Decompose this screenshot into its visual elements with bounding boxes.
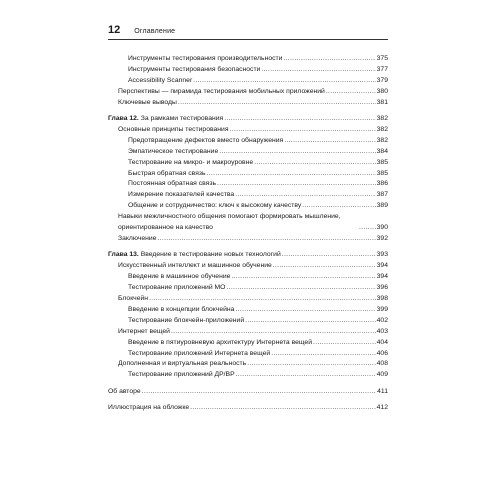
toc-entry [108,98,388,109]
toc-entry-text: Тестирование приложений МО [128,284,226,292]
toc-entry-title [118,125,229,136]
toc-entry-title [118,98,177,109]
toc-entry-title [128,272,230,283]
toc-entry-title [128,316,244,327]
toc-entry-title [128,169,206,180]
toc-page-number: 385 [376,169,388,177]
toc-entry [108,190,388,201]
dot-leader [283,54,375,65]
toc-entry-text: Введение в пятиуровневую архитектуру Интернета вещей [128,338,313,346]
toc-entry-title [128,54,282,65]
dot-leader [226,283,375,294]
toc-page-number: 392 [376,235,388,242]
toc-entry-text: Ключевые выводы [118,98,177,106]
toc-entry [108,403,388,414]
toc-page-number: 412 [376,404,388,412]
dot-leader [313,338,376,349]
toc-page-number: 386 [376,180,388,188]
toc-entry-title [128,201,301,212]
dot-leader [193,76,375,87]
toc-entry-text: Навыки межличностного общения помогают формировать мышление, ориентированное на качество [118,213,341,232]
toc-entry-text: Перспективы — пирамида тестирования мобильных приложений [118,87,325,95]
table-of-contents [108,54,388,414]
toc-entry-title [118,359,246,370]
toc-page-number: 384 [376,147,388,155]
dot-leader [217,179,376,190]
dot-leader [190,403,375,414]
toc-page-number: 399 [376,305,388,313]
dot-leader [282,250,376,261]
toc-page-number: 406 [376,349,388,357]
toc-entry [108,272,388,283]
toc-page-number: 404 [376,338,388,346]
dot-leader [158,234,376,245]
toc-entry-text: Предотвращение дефектов вместо обнаружения [128,136,284,144]
toc-page-number: 389 [376,202,388,210]
toc-entry-title [108,250,281,261]
toc-page-number: 381 [376,98,388,106]
toc-entry-text: Общение и сотрудничество: ключ к высокому качеству [128,202,302,210]
dot-leader [302,201,375,212]
toc-entry-title [118,261,272,272]
toc-entry [108,201,388,212]
toc-entry [108,234,388,245]
toc-entry-text: Тестирование на микро- и макроуровне [128,158,254,166]
toc-entry-text: Об авторе [108,387,141,395]
toc-entry-title [128,158,253,169]
toc-entry-text: Искусственный интеллект и машинное обучение [118,262,272,270]
toc-entry-title [108,403,189,414]
toc-entry-title [118,87,325,98]
toc-page-number: 375 [376,55,388,62]
toc-entry-text: Постоянная обратная связь [128,180,216,188]
toc-entry [108,327,388,338]
dot-leader [142,387,376,398]
toc-entry [108,261,388,272]
toc-entry [108,65,388,76]
toc-entry-text: Введение в концепции блокчейна [128,305,235,313]
dot-leader [273,261,376,272]
toc-entry [108,179,388,190]
toc-entry [108,76,388,87]
dot-leader [207,169,376,180]
toc-entry-text: Тестирование приложений ДР/ВР [128,371,235,379]
toc-entry-title [128,305,234,316]
dot-leader [171,327,376,338]
toc-entry-title [128,147,218,158]
toc-entry [108,387,388,398]
toc-entry-title [118,212,358,234]
toc-entry-title [128,136,283,147]
toc-entry-text: Заключение [118,235,157,242]
toc-entry-text: Введение в тестирование новых технологий [140,251,281,259]
dot-leader [231,272,375,283]
dot-leader [149,294,376,305]
dot-leader [326,87,376,98]
toc-entry [108,54,388,65]
toc-page-number: 398 [376,295,388,303]
toc-page-number: 394 [376,273,388,281]
toc-entry-text: Дополненная и виртуальная реальность [118,360,247,368]
toc-entry [108,305,388,316]
toc-page-number: 382 [376,115,388,123]
toc-entry [108,169,388,180]
toc-page-number: 408 [376,360,388,368]
toc-entry-text: Основные принципы тестирования [118,125,229,133]
toc-page-number: 393 [376,251,388,259]
dot-leader [284,136,375,147]
dot-leader [359,223,376,234]
toc-entry-title [118,294,148,305]
toc-entry-title [128,370,235,381]
toc-page-number: 382 [376,125,388,133]
toc-entry [108,370,388,381]
toc-page-number: 402 [376,316,388,324]
toc-entry-title [118,234,157,245]
toc-page-number: 379 [376,76,388,84]
page-number: 12 [108,24,121,36]
dot-leader [261,65,375,76]
toc-entry-title [128,338,312,349]
toc-entry [108,294,388,305]
dot-leader [236,370,376,381]
toc-entry [108,136,388,147]
toc-entry [108,125,388,136]
toc-entry [108,250,388,261]
dot-leader [254,158,376,169]
toc-page-number: 387 [376,191,388,199]
dot-leader [245,316,376,327]
toc-entry-text: Быстрая обратная связь [128,169,206,177]
toc-entry [108,283,388,294]
toc-page-number: 380 [376,87,388,95]
toc-page-number: 385 [376,158,388,166]
toc-entry [108,338,388,349]
toc-entry [108,158,388,169]
toc-entry [108,349,388,360]
toc-entry-title [128,76,192,87]
toc-page-number: 411 [377,387,388,395]
toc-entry-text: Инструменты тестирования безопасности [128,65,261,73]
toc-entry-text: Тестирование приложений Интернета вещей [128,349,271,357]
page-header [108,24,388,40]
toc-entry-title [128,283,225,294]
toc-entry [108,212,388,234]
dot-leader [235,305,375,316]
dot-leader [247,359,375,370]
dot-leader [219,147,375,158]
toc-entry-text: Иллюстрация на обложке [108,404,190,412]
dot-leader [224,114,375,125]
toc-page-number: 403 [376,327,388,335]
toc-entry-title [128,65,260,76]
toc-page-number: 394 [376,262,388,270]
toc-entry-text: Введение в машинное обучение [128,273,231,281]
toc-entry-text: Инструменты тестирования производительности [128,55,283,62]
toc-entry-text: Эмпатическое тестирование [128,147,219,155]
toc-page-number: 409 [376,371,388,379]
toc-entry [108,359,388,370]
toc-entry-title [118,327,170,338]
toc-entry-text: За рамками тестирования [140,115,224,123]
toc-page-number: 396 [376,284,388,292]
toc-entry [108,147,388,158]
toc-entry-title [108,387,141,398]
toc-entry-text: Измерение показателей качества [128,191,235,199]
toc-page-number: 377 [376,65,388,73]
dot-leader [271,349,375,360]
toc-entry-title [128,190,234,201]
toc-entry [108,87,388,98]
toc-page-number: 382 [376,136,388,144]
dot-leader [235,190,375,201]
toc-entry [108,114,388,125]
toc-entry [108,316,388,327]
toc-chapter-number: Глава 12. [108,115,139,123]
toc-entry-text: Интернет вещей [118,327,170,335]
toc-entry-text: Тестирование блокчейн-приложений [128,316,245,324]
dot-leader [230,125,376,136]
toc-entry-title [128,349,270,360]
toc-chapter-number: Глава 13. [108,251,139,259]
toc-entry-text: Accessibility Scanner [128,76,193,84]
toc-entry-title [108,114,223,125]
running-title: Оглавление [134,28,176,35]
toc-entry-text: Блокчейн [118,295,149,303]
toc-entry-title [128,179,216,190]
toc-page-number: 390 [376,224,388,232]
dot-leader [178,98,376,109]
